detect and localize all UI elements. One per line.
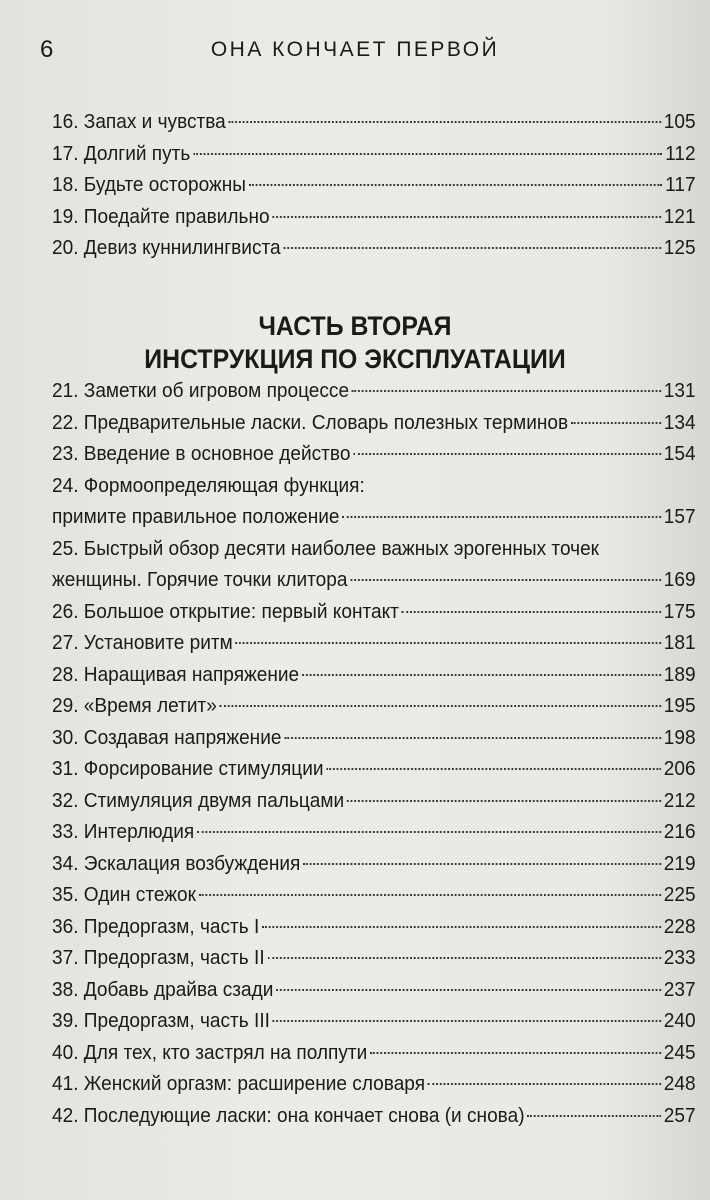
toc-entry-page: 121 <box>663 204 696 228</box>
dot-leader <box>302 674 661 676</box>
page-header <box>0 36 710 70</box>
toc-entry[interactable] <box>52 438 696 470</box>
toc-entry-title: 25. Быстрый обзор десяти наиболее важных эрогенных точек <box>52 536 600 560</box>
dot-leader <box>527 1115 661 1117</box>
dot-leader <box>350 579 661 581</box>
toc-entry-page: 131 <box>663 379 696 402</box>
toc-entry[interactable] <box>52 375 696 407</box>
toc-entry-title: 31. Форсирование стимуляции <box>52 757 324 780</box>
toc-entry-page: 212 <box>663 788 696 812</box>
toc-entry-title: 32. Стимуляция двумя пальцами <box>52 788 345 812</box>
toc-entry-page: 117 <box>665 173 696 196</box>
toc-entry[interactable] <box>52 232 696 264</box>
toc-entry[interactable] <box>52 974 696 1006</box>
toc-entry-page: 240 <box>663 1009 696 1032</box>
toc-entry-title: 37. Предоргазм, часть II <box>52 946 265 969</box>
part-two-title: ИНСТРУКЦИЯ ПО ЭКСПЛУАТАЦИИ <box>144 344 566 374</box>
dot-leader <box>342 516 661 518</box>
toc-entry-title: 23. Введение в основное действо <box>52 442 351 465</box>
toc-entry-page: 154 <box>663 442 696 465</box>
toc-entry-title: примите правильное положение <box>52 505 340 528</box>
toc-entry-title: 27. Установите ритм <box>52 631 233 654</box>
toc-entry[interactable] <box>52 785 696 817</box>
toc-entry[interactable] <box>52 201 696 233</box>
toc-entry-page: 189 <box>663 662 696 686</box>
dot-leader <box>236 642 661 644</box>
toc-entry-page: 181 <box>663 631 696 654</box>
toc-entry-title: 21. Заметки об игровом процессе <box>52 379 350 402</box>
toc-entry[interactable] <box>52 690 696 722</box>
dot-leader <box>262 926 661 928</box>
toc-entry[interactable] <box>52 1037 696 1069</box>
toc-section-part-one-tail <box>52 106 696 264</box>
toc-entry-page: 169 <box>663 568 696 591</box>
toc-entry-page: 134 <box>663 410 696 434</box>
toc-entry[interactable] <box>52 138 696 170</box>
toc-entry-title: 22. Предварительные ласки. Словарь полезных терминов <box>52 410 569 434</box>
toc-entry-title: 18. Будьте осторожны <box>52 173 247 196</box>
toc-entry-page: 257 <box>663 1103 696 1127</box>
toc-entry-page: 125 <box>663 236 696 259</box>
dot-leader <box>273 1020 661 1022</box>
toc-entry-title: 26. Большое открытие: первый контакт <box>52 599 399 623</box>
toc-entry-title: 35. Один стежок <box>52 883 196 906</box>
toc-entry-title: 17. Долгий путь <box>52 141 191 165</box>
toc-entry-page: 112 <box>665 141 696 165</box>
page-number: 6 <box>40 36 55 63</box>
toc-entry-page: 195 <box>663 694 696 717</box>
dot-leader <box>267 957 661 959</box>
toc-entry[interactable] <box>52 169 696 201</box>
toc-entry[interactable] <box>52 1005 696 1037</box>
toc-entry[interactable] <box>52 596 696 628</box>
toc-entry-page: 237 <box>663 977 696 1001</box>
toc-entry-page: 228 <box>663 914 696 938</box>
dot-leader <box>352 390 661 392</box>
dot-leader <box>402 611 661 613</box>
dot-leader <box>229 121 661 123</box>
dot-leader <box>303 863 661 865</box>
toc-entry-title: 30. Создавая напряжение <box>52 725 282 749</box>
toc-entry[interactable] <box>52 722 696 754</box>
toc-entry-page: 245 <box>663 1040 696 1064</box>
dot-leader <box>283 247 661 249</box>
toc-entry-title: 38. Добавь драйва сзади <box>52 977 274 1001</box>
toc-entry-page: 157 <box>663 505 696 528</box>
toc-entry-title: 29. «Время летит» <box>52 694 217 717</box>
toc-entry[interactable] <box>52 533 696 565</box>
dot-leader <box>193 153 662 155</box>
toc-entry-continuation[interactable] <box>52 564 696 596</box>
dot-leader <box>276 989 661 991</box>
toc-entry[interactable] <box>52 816 696 848</box>
toc-entry-page: 198 <box>663 725 696 749</box>
toc-entry[interactable] <box>52 659 696 691</box>
toc-entry-title: 42. Последующие ласки: она кончает снова (и снова) <box>52 1103 525 1127</box>
toc-entry[interactable] <box>52 106 696 138</box>
dot-leader <box>220 705 661 707</box>
toc-entry[interactable] <box>52 407 696 439</box>
dot-leader <box>326 768 661 770</box>
running-title: ОНА КОНЧАЕТ ПЕРВОЙ <box>210 38 500 61</box>
part-two-label: ЧАСТЬ ВТОРАЯ <box>258 311 452 341</box>
toc-entry-page: 225 <box>663 883 696 906</box>
dot-leader <box>571 422 661 424</box>
toc-entry-title: 28. Наращивая напряжение <box>52 662 300 686</box>
toc-entry-title: женщины. Горячие точки клитора <box>52 568 348 591</box>
toc-entry[interactable] <box>52 911 696 943</box>
toc-entry-page: 175 <box>663 599 696 623</box>
dot-leader <box>272 216 661 218</box>
toc-entry-title: 40. Для тех, кто застрял на полпути <box>52 1040 368 1064</box>
toc-entry-title: 41. Женский оргазм: расширение словаря <box>52 1072 426 1095</box>
toc-entry-title: 34. Эскалация возбуждения <box>52 851 301 875</box>
toc-entry-title: 19. Поедайте правильно <box>52 204 270 228</box>
toc-entry-page: 248 <box>663 1072 696 1095</box>
toc-entry-title: 36. Предоргазм, часть I <box>52 914 260 938</box>
dot-leader <box>199 894 661 896</box>
toc-entry[interactable] <box>52 753 696 785</box>
dot-leader <box>353 453 661 455</box>
dot-leader <box>284 737 661 739</box>
toc-entry-page: 219 <box>663 851 696 875</box>
toc-entry-page: 105 <box>663 110 696 133</box>
toc-entry-title: 39. Предоргазм, часть III <box>52 1009 270 1032</box>
part-two-heading <box>0 310 710 376</box>
toc-entry[interactable] <box>52 470 696 502</box>
toc-entry[interactable] <box>52 848 696 880</box>
toc-entry-page: 206 <box>663 757 696 780</box>
toc-entry[interactable] <box>52 1100 696 1132</box>
toc-entry-page: 216 <box>663 820 696 843</box>
toc-entry-page: 233 <box>663 946 696 969</box>
toc-entry-continuation[interactable] <box>52 501 696 533</box>
toc-entry[interactable] <box>52 627 696 659</box>
dot-leader <box>428 1083 661 1085</box>
dot-leader <box>370 1052 661 1054</box>
toc-entry-title: 33. Интерлюдия <box>52 820 195 843</box>
toc-entry-title: 16. Запах и чувства <box>52 110 226 133</box>
dot-leader <box>249 184 663 186</box>
toc-entry[interactable] <box>52 942 696 974</box>
toc-entry[interactable] <box>52 879 696 911</box>
toc-entry[interactable] <box>52 1068 696 1100</box>
toc-entry-title: 20. Девиз куннилингвиста <box>52 236 281 259</box>
toc-section-part-two <box>52 375 696 1131</box>
dot-leader <box>347 800 661 802</box>
toc-entry-title: 24. Формоопределяющая функция: <box>52 473 365 497</box>
dot-leader <box>197 831 661 833</box>
